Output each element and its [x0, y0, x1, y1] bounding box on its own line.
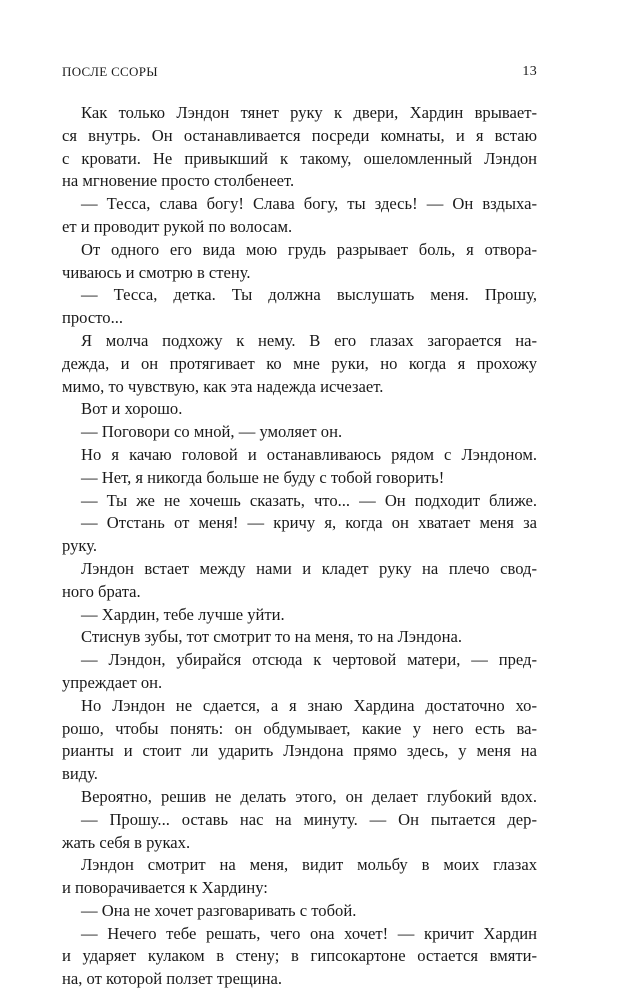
text-line: — Прошу... оставь нас на минуту. — Он пытается дер-: [81, 809, 537, 829]
running-head: [62, 64, 537, 84]
text-line: — Хардин, тебе лучше уйти.: [81, 604, 285, 624]
text-line: с кровати. Не привыкший к такому, ошеломленный Лэндон: [62, 148, 537, 168]
text-line: рошо, чтобы понять: он обдумывает, какие у него есть ва-: [62, 718, 537, 738]
text-line: — Ты же не хочешь сказать, что... — Он подходит ближе.: [81, 490, 537, 510]
text-line: упреждает он.: [62, 672, 163, 692]
text-line: просто...: [62, 308, 124, 328]
text-line: — Тесса, слава богу! Слава богу, ты здесь! — Он вздыха-: [81, 194, 537, 214]
text-line: — Отстань от меня! — кричу я, когда он хватает меня за: [81, 513, 537, 533]
text-line: дежда, и он протягивает ко мне руки, но когда я прохожу: [62, 353, 537, 373]
text-line: виду.: [62, 764, 98, 784]
text-line: Но я качаю головой и останавливаюсь рядом с Лэндоном.: [81, 444, 537, 464]
text-line: Лэндон встает между нами и кладет руку на плечо свод-: [81, 558, 537, 578]
text-line: Лэндон смотрит на меня, видит мольбу в моих глазах: [81, 855, 537, 875]
text-line: — Тесса, детка. Ты должна выслушать меня. Прошу,: [81, 285, 537, 305]
text-line: руку.: [62, 536, 97, 556]
text-line: — Лэндон, убирайся отсюда к чертовой матери, — пред-: [81, 650, 537, 670]
text-line: — Нет, я никогда больше не буду с тобой говорить!: [81, 467, 445, 487]
page-number: 13: [522, 64, 537, 79]
text-line: Я молча подхожу к нему. В его глазах загорается на-: [81, 330, 537, 350]
text-line: От одного его вида мою грудь разрывает боль, я отвора-: [81, 239, 537, 259]
text-line: ет и проводит рукой по волосам.: [62, 216, 293, 236]
body-text: [62, 102, 537, 991]
text-line: и поворачивается к Хардину:: [62, 878, 268, 898]
text-line: жать себя в руках.: [62, 832, 191, 852]
text-line: мимо, то чувствую, как эта надежда исчезает.: [62, 376, 384, 396]
text-line: — Поговори со мной, — умоляет он.: [81, 422, 343, 442]
running-title: ПОСЛЕ ССОРЫ: [62, 64, 158, 79]
text-line: ного брата.: [62, 581, 141, 601]
text-line: Вероятно, решив не делать этого, он делает глубокий вдох.: [81, 786, 537, 806]
text-line: — Она не хочет разговаривать с тобой.: [81, 900, 357, 920]
text-line: на, от которой ползет трещина.: [62, 969, 282, 989]
text-line: чиваюсь и смотрю в стену.: [62, 262, 251, 282]
text-line: рианты и стоит ли ударить Лэндона прямо здесь, у меня на: [62, 741, 537, 761]
text-line: Стиснув зубы, тот смотрит то на меня, то на Лэндона.: [81, 627, 462, 647]
text-line: Но Лэндон не сдается, а я знаю Хардина достаточно хо-: [81, 695, 537, 715]
text-line: — Нечего тебе решать, чего она хочет! — кричит Хардин: [81, 923, 537, 943]
text-line: на мгновение просто столбенеет.: [62, 171, 295, 191]
text-line: Как только Лэндон тянет руку к двери, Хардин врывает-: [81, 103, 537, 122]
text-line: и ударяет кулаком в стену; в гипсокартоне остается вмяти-: [62, 946, 537, 966]
text-line: Вот и хорошо.: [81, 399, 183, 419]
text-line: ся внутрь. Он останавливается посреди комнаты, и я встаю: [62, 125, 537, 145]
